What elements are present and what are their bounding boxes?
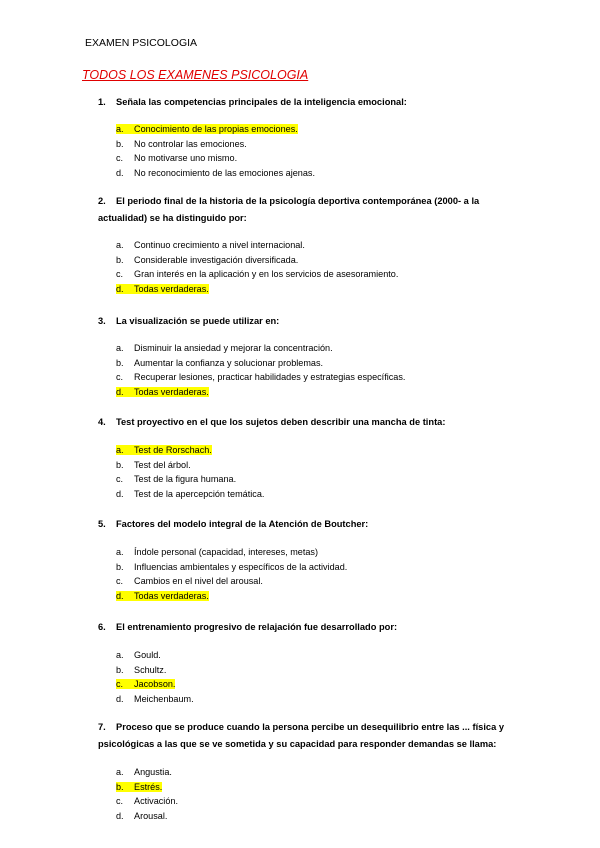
question-number: 2.: [98, 196, 106, 206]
answer-option: [116, 341, 405, 356]
option-letter: c.: [116, 372, 124, 382]
question-number: 5.: [98, 519, 106, 529]
option-letter: b.: [116, 357, 124, 368]
option-text: Disminuir la ansiedad y mejorar la concentración.: [134, 343, 333, 353]
answer-option: [116, 267, 398, 282]
option-text: No motivarse uno mismo.: [134, 153, 238, 163]
option-text: Aumentar la confianza y solucionar problemas.: [134, 357, 324, 368]
answer-options: [116, 341, 405, 399]
option-text: Schultz.: [134, 664, 167, 675]
question-text: El periodo final de la historia de la psicología deportiva contemporánea (2000- a la actualidad) se ha distinguido por:: [98, 196, 480, 223]
answer-options: [116, 545, 347, 603]
answer-options: [116, 238, 398, 296]
option-letter: b.: [116, 138, 124, 149]
answer-option: [116, 648, 194, 663]
option-letter: c.: [116, 796, 124, 806]
option-letter: a.: [116, 124, 124, 134]
option-text: Jacobson.: [134, 679, 176, 689]
option-text: Conocimiento de las propias emociones.: [134, 124, 298, 134]
option-letter: a.: [116, 240, 124, 250]
answer-option-correct: [116, 443, 264, 458]
option-text: Meichenbaum.: [134, 693, 194, 704]
option-letter: b.: [116, 254, 124, 265]
answer-option: [116, 545, 347, 560]
question-number: 1.: [98, 97, 106, 107]
question-number: 3.: [98, 316, 106, 326]
answer-option: [116, 765, 178, 780]
option-letter: b.: [116, 664, 124, 675]
option-letter: c.: [116, 474, 124, 484]
question-text: El entrenamiento progresivo de relajación fue desarrollado por:: [116, 622, 398, 632]
question-4: [98, 414, 528, 431]
option-letter: c.: [116, 269, 124, 279]
answer-option-correct: [116, 780, 178, 795]
answer-option: [116, 356, 405, 371]
option-letter: b.: [116, 781, 124, 792]
question-text: Test proyectivo en el que los sujetos deben describir una mancha de tinta:: [116, 417, 446, 427]
option-letter: b.: [116, 561, 124, 572]
option-letter: d.: [116, 590, 124, 601]
option-letter: d.: [116, 488, 124, 499]
document-header: EXAMEN PSICOLOGIA: [85, 37, 198, 49]
question-text: Proceso que se produce cuando la persona percibe un desequilibrio entre las ... física y psicológicas a las que se ve sometida y su capacidad para responder demandas se llama:: [98, 722, 505, 749]
question-number: 4.: [98, 417, 106, 427]
option-text: Índole personal (capacidad, intereses, metas): [134, 547, 318, 557]
question-7: [98, 719, 528, 753]
answer-option: [116, 137, 315, 152]
question-2: [98, 193, 528, 227]
option-text: Todas verdaderas.: [134, 590, 209, 601]
option-text: Arousal.: [134, 810, 168, 821]
option-letter: a.: [116, 767, 124, 777]
option-letter: a.: [116, 650, 124, 660]
option-letter: d.: [116, 693, 124, 704]
option-text: Todas verdaderas.: [134, 283, 209, 294]
answer-options: [116, 765, 178, 823]
question-6: [98, 619, 528, 636]
answer-option-correct: [116, 677, 194, 692]
answer-option-correct: [116, 282, 398, 297]
answer-option: [116, 166, 315, 181]
question-1: [98, 94, 528, 111]
option-text: Activación.: [134, 796, 178, 806]
option-text: Continuo crecimiento a nivel internacional.: [134, 240, 305, 250]
option-text: Influencias ambientales y específicos de la actividad.: [134, 561, 348, 572]
option-text: Todas verdaderas.: [134, 386, 209, 397]
question-number: 7.: [98, 722, 106, 732]
answer-option: [116, 253, 398, 268]
answer-options: [116, 443, 264, 501]
page-title: TODOS LOS EXAMENES PSICOLOGIA: [82, 68, 309, 82]
answer-options: [116, 648, 194, 706]
option-text: No reconocimiento de las emociones ajenas.: [134, 167, 315, 178]
option-text: Gould.: [134, 650, 161, 660]
answer-option: [116, 472, 264, 487]
answer-option: [116, 809, 178, 824]
option-letter: d.: [116, 810, 124, 821]
question-text: Factores del modelo integral de la Atención de Boutcher:: [116, 519, 369, 529]
option-letter: c.: [116, 576, 124, 586]
answer-option: [116, 794, 178, 809]
option-letter: a.: [116, 343, 124, 353]
option-text: Recuperar lesiones, practicar habilidades y estrategias específicas.: [134, 372, 406, 382]
answer-option: [116, 692, 194, 707]
option-letter: a.: [116, 547, 124, 557]
option-letter: a.: [116, 445, 124, 455]
option-text: No controlar las emociones.: [134, 138, 247, 149]
answer-option: [116, 560, 347, 575]
question-text: Señala las competencias principales de la inteligencia emocional:: [116, 97, 407, 107]
question-number: 6.: [98, 622, 106, 632]
answer-option: [116, 663, 194, 678]
option-text: Estrés.: [134, 781, 163, 792]
answer-option: [116, 458, 264, 473]
option-text: Considerable investigación diversificada.: [134, 254, 299, 265]
option-letter: d.: [116, 283, 124, 294]
answer-option: [116, 238, 398, 253]
question-5: [98, 516, 528, 533]
answer-option-correct: [116, 589, 347, 604]
option-letter: d.: [116, 386, 124, 397]
option-text: Angustia.: [134, 767, 172, 777]
answer-options: [116, 122, 315, 180]
option-text: Test de Rorschach.: [134, 445, 212, 455]
option-text: Cambios en el nivel del arousal.: [134, 576, 263, 586]
option-letter: c.: [116, 679, 124, 689]
answer-option-correct: [116, 122, 315, 137]
option-letter: d.: [116, 167, 124, 178]
answer-option: [116, 487, 264, 502]
option-text: Gran interés en la aplicación y en los servicios de asesoramiento.: [134, 269, 399, 279]
option-text: Test de la apercepción temática.: [134, 488, 265, 499]
answer-option-correct: [116, 385, 405, 400]
option-letter: c.: [116, 153, 124, 163]
option-letter: b.: [116, 459, 124, 470]
option-text: Test de la figura humana.: [134, 474, 237, 484]
question-text: La visualización se puede utilizar en:: [116, 316, 280, 326]
answer-option: [116, 151, 315, 166]
answer-option: [116, 370, 405, 385]
answer-option: [116, 574, 347, 589]
option-text: Test del árbol.: [134, 459, 191, 470]
question-3: [98, 313, 528, 330]
